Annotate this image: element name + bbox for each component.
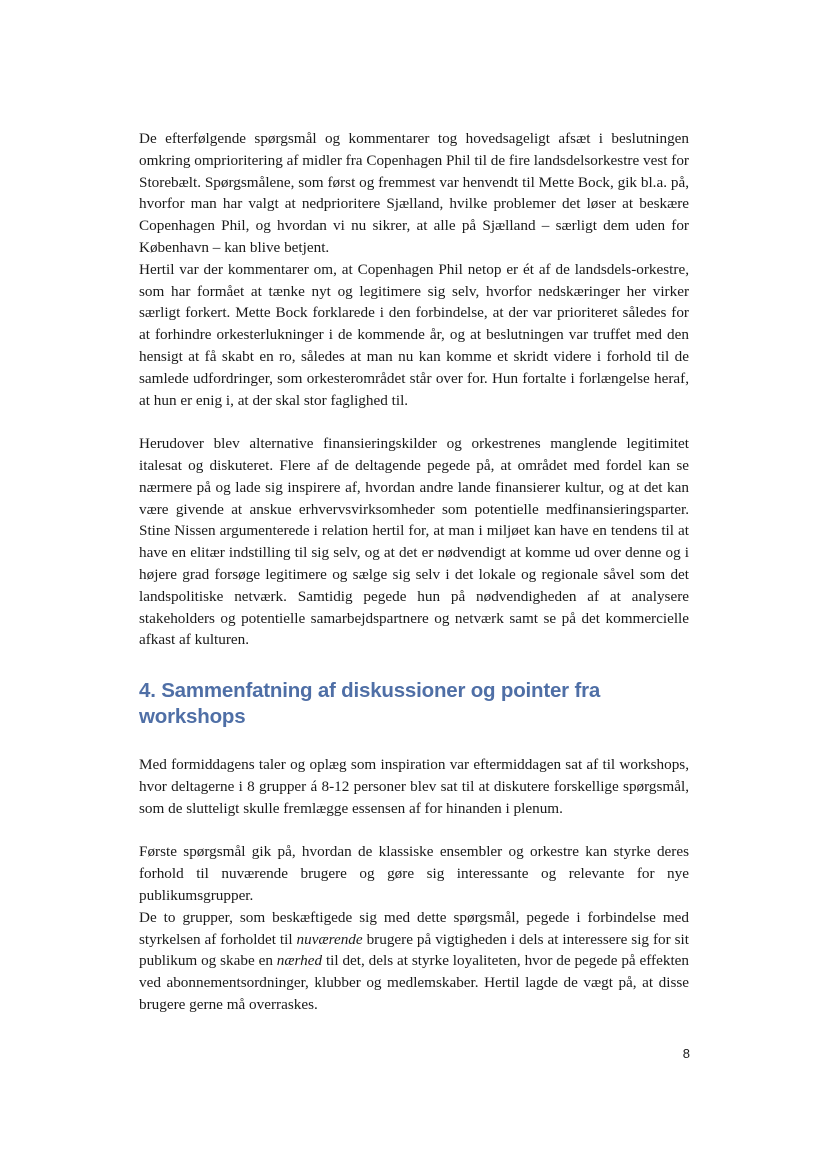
emphasis-closeness: nærhed: [276, 952, 323, 970]
text-segment: til det, dels at styrke loyaliteten, hvor de pegede på effekten ved abonnementsordninger, klubber og medlemskaber. Hertil lagde de vægt på, at disse brugere gerne må overraskes.: [139, 952, 689, 1013]
paragraph-financing: Herudover blev alternative finansieringskilder og orkestrenes manglende legitimitet italesat og diskuteret. Flere af de deltagende pegede på, at området med fordel kan se nærmere på og lade sig inspirere af, hvordan andre lande finansierer kultur, og at det kan være givende at anskue erhvervsvirksomheder som potentielle medfinansieringsparter. Stine Nissen argumenterede i relation hertil for, at man i miljøet kan have en tendens til at have en elitær indstilling til sig selv, og at det er nødvendigt at komme ud over denne og i højere grad forsøge legitimere og sælge sig selv i det lokale og regionale såvel som det landspolitiske netværk. Samtidig pegede hun på nødvendigheden af at analysere stakeholders og potentielle samarbejdspartnere og netværk samt se på det kommercielle afkast af kulturen.: [139, 435, 689, 649]
paragraph-groups: [139, 907, 689, 1016]
text-segment: De to grupper, som beskæftigede sig med dette spørgsmål, pegede i forbindelse med styrkelsen af forholdet til: [139, 908, 689, 948]
paragraph-gap: [139, 820, 689, 842]
page-number: 8: [682, 1046, 690, 1061]
paragraph-workshops: Med formiddagens taler og oplæg som inspiration var eftermiddagen sat af til workshops, hvor deltagerne i 8 grupper á 8-12 personer blev sat til at diskutere forskellige spørgsmål, som de slutteligt skulle fremlægge essensen af for hinanden i plenum.: [139, 756, 689, 817]
text-segment: brugere på vigtigheden i dels at interessere sig for sit publikum og skabe en: [139, 930, 689, 970]
document-body: [139, 128, 689, 1016]
emphasis-current: nuværende: [296, 930, 363, 948]
paragraph-gap: [139, 411, 689, 433]
section-heading: 4. Sammenfatning af diskussioner og pointer fra workshops: [139, 679, 601, 729]
paragraph-comments: Hertil var der kommentarer om, at Copenhagen Phil netop er ét af de landsdels-orkestre, som har formået at tænke nyt og legitimere sig selv, hvorfor nedskæringer her virker særligt forkert. Mette Bock forklarede i den forbindelse, at der var prioriteret således for at forhindre orkesterlukninger i de kommende år, og at beslutningen var truffet med den hensigt at få skabt en ro, således at man nu kan komme et skridt videre i forhold til de samlede udfordringer, som orkesterområdet står over for. Hun fortalte i forlængelse heraf, at hun er enig i, at der skal stor faglighed til.: [139, 260, 689, 409]
paragraph-first-question: Første spørgsmål gik på, hvordan de klassiske ensembler og orkestre kan styrke deres forhold til nuværende brugere og gøre sig interessante og relevante for nye publikumsgrupper.: [139, 843, 689, 904]
paragraph-questions: De efterfølgende spørgsmål og kommentarer tog hovedsageligt afsæt i beslutningen omkring omprioritering af midler fra Copenhagen Phil til de fire landsdelsorkestre vest for Storebælt. Spørgsmålene, som først og fremmest var henvendt til Mette Bock, gik bl.a. på, hvorfor man har valgt at nedprioritere Sjælland, hvilke problemer det løser at beskære Copenhagen Phil, og hvordan vi nu sikrer, at alle på Sjælland – særligt dem uden for København – kan blive betjent.: [139, 130, 689, 256]
